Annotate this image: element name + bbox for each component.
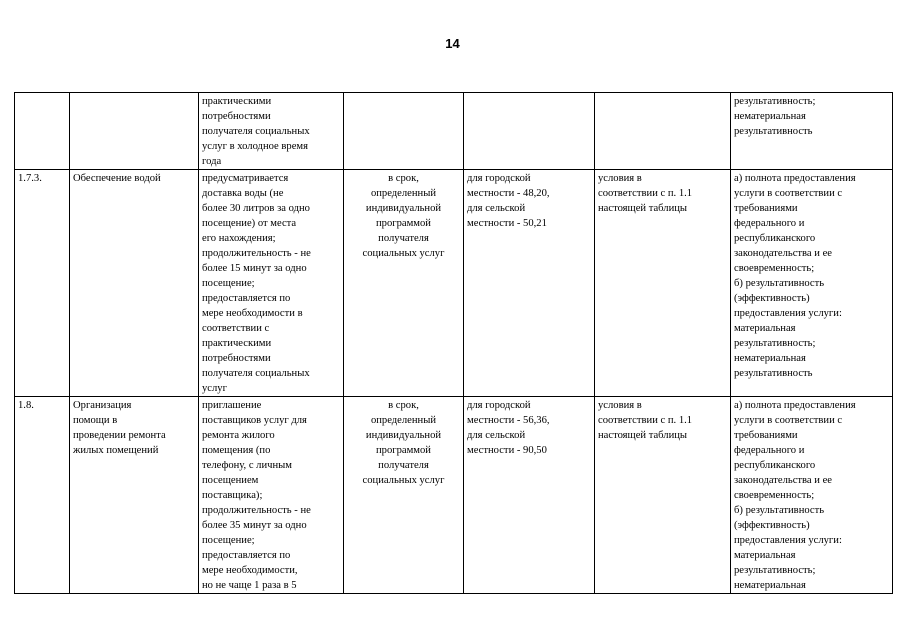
service-tariff-cell [464,93,595,170]
service-tariff-cell: для городской местности - 48,20, для сельской местности - 50,21 [464,170,595,397]
service-description-cell: приглашение поставщиков услуг для ремонта жилого помещения (по телефону, с личным посещением поставщика); продолжительность - не более 35 минут за одно посещение; предоставляется по мере необходимости, но не чаще 1 раза в 5 [199,397,344,594]
service-conditions-cell [595,93,731,170]
service-criteria-cell: а) полнота предоставления услуги в соответствии с требованиями федерального и республиканского законодательства и ее своевременность; б) результативность (эффективность) предоставления услуги: материальная результативность; нематериальная результативность [731,170,893,397]
service-description-cell: предусматривается доставка воды (не более 30 литров за одно посещение) от места его нахождения; продолжительность - не более 15 минут за одно посещение; предоставляется по мере необходимости в соответствии с практическими потребностями получателя социальных услуг [199,170,344,397]
service-number-cell: 1.7.3. [15,170,70,397]
service-name-cell [70,93,199,170]
services-table [14,92,893,594]
page-number: 14 [445,36,460,51]
service-name-cell: Организация помощи в проведении ремонта жилых помещений [70,397,199,594]
service-term-cell: в срок, определенный индивидуальной программой получателя социальных услуг [344,397,464,594]
service-description-cell: практическими потребностями получателя социальных услуг в холодное время года [199,93,344,170]
service-conditions-cell: условия в соответствии с п. 1.1 настоящей таблицы [595,170,731,397]
table-row [15,93,893,170]
table-row [15,170,893,397]
service-number-cell [15,93,70,170]
service-term-cell [344,93,464,170]
service-tariff-cell: для городской местности - 56,36, для сельской местности - 90,50 [464,397,595,594]
service-term-cell: в срок, определенный индивидуальной программой получателя социальных услуг [344,170,464,397]
service-criteria-cell: а) полнота предоставления услуги в соответствии с требованиями федерального и республиканского законодательства и ее своевременность; б) результативность (эффективность) предоставления услуги: материальная результативность; нематериальная [731,397,893,594]
table-row [15,397,893,594]
service-criteria-cell: результативность; нематериальная результативность [731,93,893,170]
service-number-cell: 1.8. [15,397,70,594]
service-name-cell: Обеспечение водой [70,170,199,397]
service-conditions-cell: условия в соответствии с п. 1.1 настоящей таблицы [595,397,731,594]
